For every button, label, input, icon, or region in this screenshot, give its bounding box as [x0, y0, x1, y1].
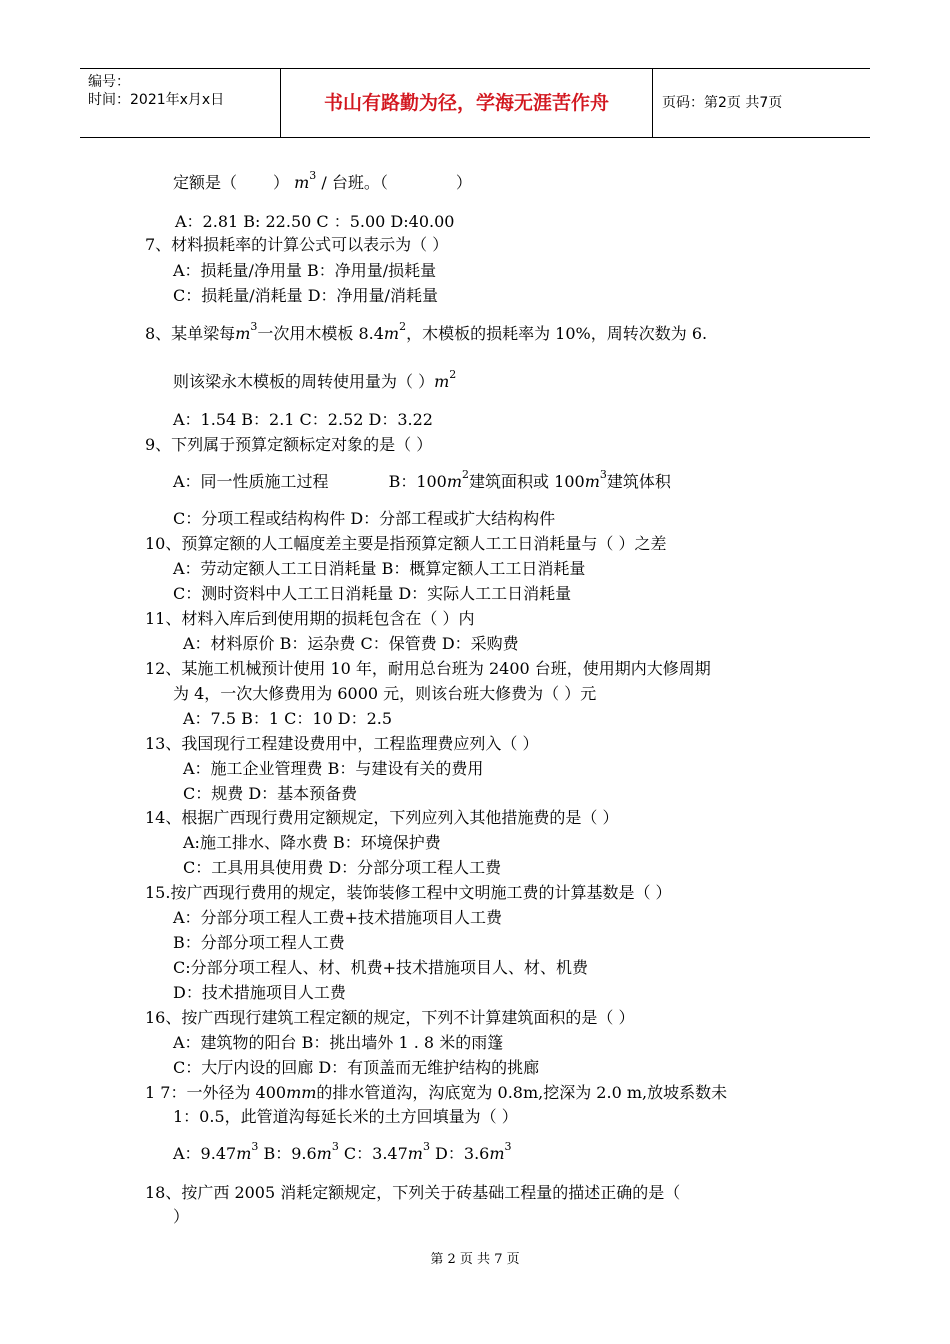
q7-options-cd: C：损耗量/消耗量 D：净用量/消耗量	[173, 286, 438, 305]
q16-options-cd: C：大厅内设的回廊 D：有顶盖而无维护结构的挑廊	[173, 1058, 540, 1077]
q15-stem: 15.按广西现行费用的规定，装饰装修工程中文明施工费的计算基数是（ ）	[145, 883, 672, 902]
page-footer: 第 2 页 共 7 页	[430, 1252, 520, 1267]
text: A：9.47	[173, 1144, 237, 1163]
unit-m: m	[294, 173, 310, 192]
q8-stem-2	[173, 365, 456, 392]
text: 的排水管道沟，沟底宽为 0.8m,挖深为 2.0 m,放坡系数未	[316, 1083, 728, 1102]
q6-continuation	[173, 166, 472, 193]
exponent: 3	[250, 320, 258, 333]
text: ）	[273, 173, 290, 192]
q10-stem: 10、预算定额的人工幅度差主要是指预算定额人工工日消耗量与（ ）之差	[145, 534, 667, 553]
exponent: 3	[422, 1140, 430, 1153]
q12-stem-2: 为 4，一次大修费用为 6000 元，则该台班大修费为（ ）元	[173, 684, 597, 703]
q16-options-ab: A：建筑物的阳台 B：挑出墙外 1 . 8 米的雨篷	[173, 1033, 504, 1052]
q9-stem: 9、下列属于预算定额标定对象的是（ ）	[145, 435, 433, 454]
q8-stem	[145, 317, 707, 344]
exponent: 3	[599, 468, 607, 481]
q12-options: A：7.5 B：1 C：10 D：2.5	[183, 709, 393, 728]
text: 建筑面积或 100	[469, 472, 585, 491]
unit-mm: mm	[286, 1083, 317, 1102]
q15-option-c: C:分部分项工程人、材、机费+技术措施项目人、材、机费	[173, 958, 589, 977]
q10-options-cd: C：测时资料中人工工日消耗量 D：实际人工工日消耗量	[173, 584, 572, 603]
text: C：3.47	[338, 1144, 408, 1163]
text: B：100	[388, 472, 447, 491]
header-motto: 书山有路勤为径，学海无涯苦作舟	[281, 69, 653, 137]
q18-stem: 18、按广西 2005 消耗定额规定，下列关于砖基础工程量的描述正确的是（	[145, 1183, 681, 1202]
text: / 台班。（	[321, 173, 388, 192]
q18-stem-2: ）	[173, 1207, 190, 1226]
q7-options-ab: A：损耗量/净用量 B：净用量/损耗量	[173, 261, 437, 280]
text: A：同一性质施工过程	[173, 472, 329, 491]
q15-option-d: D：技术措施项目人工费	[173, 983, 346, 1002]
q13-stem: 13、我国现行工程建设费用中，工程监理费应列入（ ）	[145, 734, 539, 753]
text: D：3.6	[429, 1144, 490, 1163]
exponent: 2	[449, 368, 457, 381]
text: 8、某单梁每	[145, 324, 236, 343]
exponent: 3	[251, 1140, 259, 1153]
q11-stem: 11、材料入库后到使用期的损耗包含在（ ）内	[145, 609, 475, 628]
q17-stem	[145, 1083, 727, 1103]
exponent: 3	[504, 1140, 512, 1153]
q13-options-cd: C：规费 D：基本预备费	[183, 784, 358, 803]
q12-stem: 12、某施工机械预计使用 10 年，耐用总台班为 2400 台班，使用期内大修周期	[145, 659, 711, 678]
q8-options: A：1.54 B：2.1 C：2.52 D：3.22	[173, 410, 433, 429]
q17-options	[173, 1137, 512, 1164]
q14-options-cd: C：工具用具使用费 D：分部分项工程人工费	[183, 858, 502, 877]
q9-options-cd: C：分项工程或结构构件 D：分部工程或扩大结构构件	[173, 509, 556, 528]
unit-m: m	[584, 472, 600, 491]
text: B：9.6	[258, 1144, 317, 1163]
page-header	[80, 68, 870, 138]
serial-label: 编号：	[88, 74, 130, 90]
unit-m: m	[236, 1144, 252, 1163]
q10-options-ab: A：劳动定额人工工日消耗量 B：概算定额人工工日消耗量	[173, 559, 586, 578]
unit-m: m	[434, 372, 450, 391]
q15-option-b: B：分部分项工程人工费	[173, 933, 345, 952]
text: ）	[455, 173, 472, 192]
exponent: 2	[462, 468, 470, 481]
unit-m: m	[407, 1144, 423, 1163]
exponent: 2	[399, 320, 407, 333]
q7-stem: 7、材料损耗率的计算公式可以表示为（ ）	[145, 235, 449, 254]
text: 定额是（	[173, 173, 238, 192]
q14-options-ab: A:施工排水、降水费 B：环境保护费	[183, 833, 441, 852]
unit-m: m	[383, 324, 400, 343]
q14-stem: 14、根据广西现行费用定额规定，下列应列入其他措施费的是（ ）	[145, 808, 619, 827]
time-label: 时间：2021年x月x日	[88, 92, 225, 108]
unit-m: m	[316, 1144, 332, 1163]
text: 建筑体积	[606, 472, 671, 491]
exponent: 3	[309, 169, 317, 182]
q9-options-ab	[173, 465, 671, 492]
q17-stem-2: 1：0.5，此管道沟每延长米的土方回填量为（ ）	[173, 1107, 518, 1126]
q6-options: A：2.81 B: 22.50 C ：5.00 D:40.00	[175, 212, 455, 231]
unit-m: m	[235, 324, 251, 343]
unit-m: m	[489, 1144, 505, 1163]
q16-stem: 16、按广西现行建筑工程定额的规定，下列不计算建筑面积的是（ ）	[145, 1008, 635, 1027]
text: 一次用木模板 8.4	[257, 324, 384, 343]
header-page: 页码：第2页 共7页	[662, 95, 783, 111]
exponent: 3	[331, 1140, 339, 1153]
header-meta	[80, 69, 281, 137]
q15-option-a: A：分部分项工程人工费+技术措施项目人工费	[173, 908, 502, 927]
text: 则该梁永木模板的周转使用量为（ ）	[173, 372, 435, 391]
unit-m: m	[446, 472, 463, 491]
text: ，木模板的损耗率为 10%，周转次数为 6.	[406, 324, 708, 343]
q13-options-ab: A：施工企业管理费 B：与建设有关的费用	[183, 759, 484, 778]
q11-options: A：材料原价 B：运杂费 C：保管费 D：采购费	[183, 634, 519, 653]
text: 1 7：一外径为 400	[145, 1083, 287, 1102]
